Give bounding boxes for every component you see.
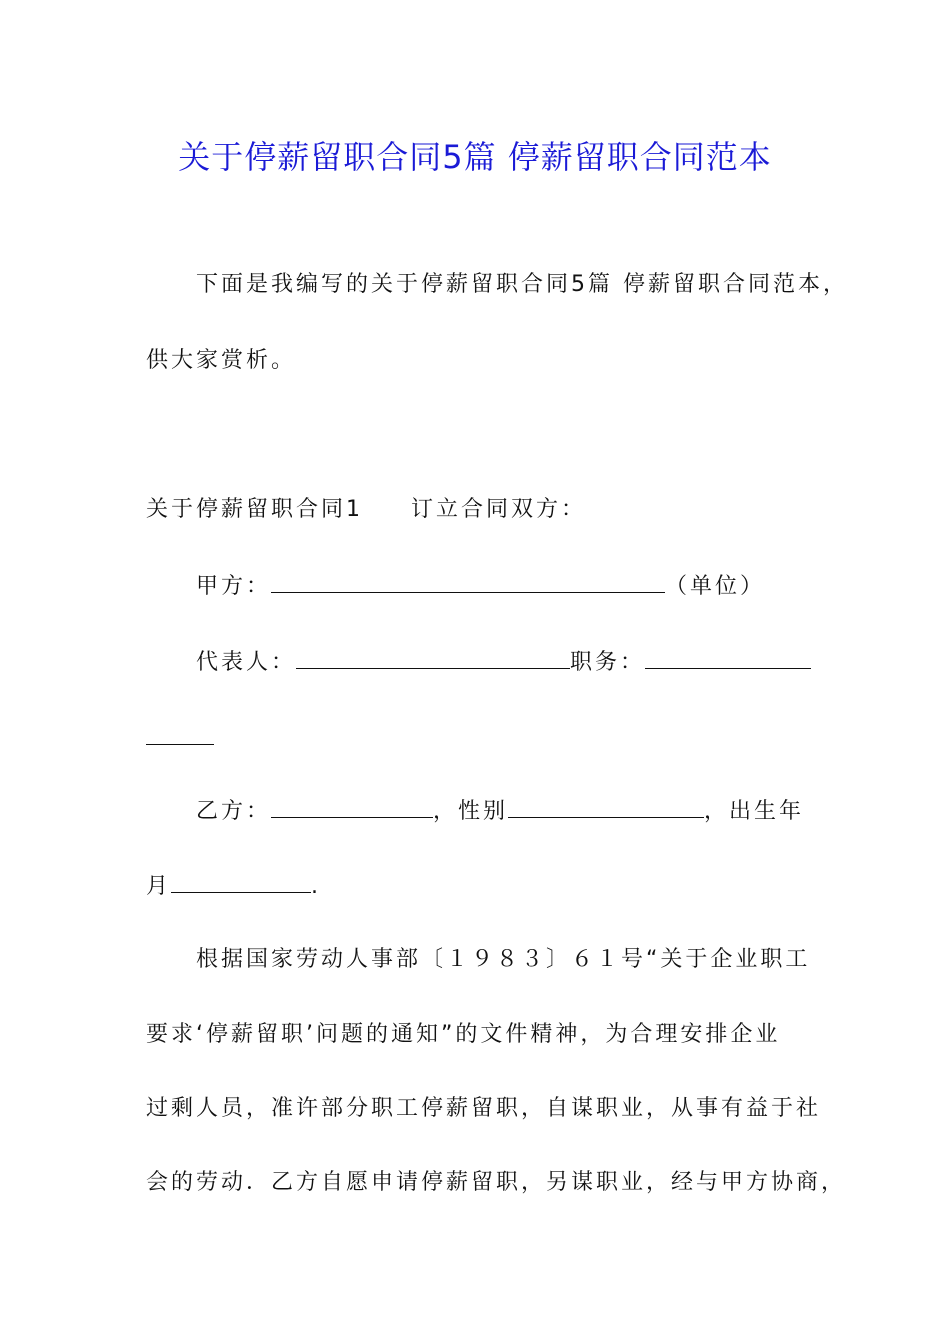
birth-month-label: 月 <box>146 874 172 899</box>
party-a-suffix: （单位） <box>665 574 766 599</box>
party-b-blank <box>271 795 433 818</box>
gender-label: 性别 <box>458 799 509 824</box>
body-line-4: 会的劳动．乙方自愿申请停薪留职，另谋职业，经与甲方协商， <box>146 1170 847 1195</box>
body-line-2: 要求‘停薪留职’问题的通知”的文件精神，为合理安排企业 <box>146 1022 781 1047</box>
birth-end: . <box>311 874 322 899</box>
position-blank <box>645 646 811 669</box>
party-a-blank <box>271 570 665 593</box>
section-heading: 关于停薪留职合同1 <box>146 497 363 522</box>
birth-month-blank <box>171 870 311 893</box>
representative-line <box>196 646 811 678</box>
party-a-label: 甲方： <box>196 574 272 599</box>
position-label: 职务： <box>570 650 646 675</box>
representative-label: 代表人： <box>196 650 297 675</box>
body-line-3: 过剩人员，准许部分职工停薪留职，自谋职业，从事有益于社 <box>146 1096 822 1121</box>
gender-blank <box>508 795 704 818</box>
section-subheading: 订立合同双方： <box>411 497 587 522</box>
document-title: 关于停薪留职合同5篇 停薪留职合同范本 <box>178 138 772 176</box>
party-a-line <box>196 570 765 602</box>
position-blank-continued <box>146 722 214 745</box>
party-b-label: 乙方： <box>196 799 272 824</box>
position-continuation-line <box>146 722 214 754</box>
intro-line-2: 供大家赏析。 <box>146 348 297 373</box>
section-heading-line <box>146 495 586 525</box>
intro-line-1: 下面是我编写的关于停薪留职合同5篇 停薪留职合同范本， <box>196 272 848 297</box>
birth-month-line <box>146 870 321 902</box>
body-line-1: 根据国家劳动人事部〔１９８３〕６１号“关于企业职工 <box>196 947 811 972</box>
party-b-line <box>196 795 804 827</box>
birth-label: ，出生年 <box>704 799 805 824</box>
representative-blank <box>296 646 570 669</box>
gender-separator: ， <box>433 799 459 824</box>
